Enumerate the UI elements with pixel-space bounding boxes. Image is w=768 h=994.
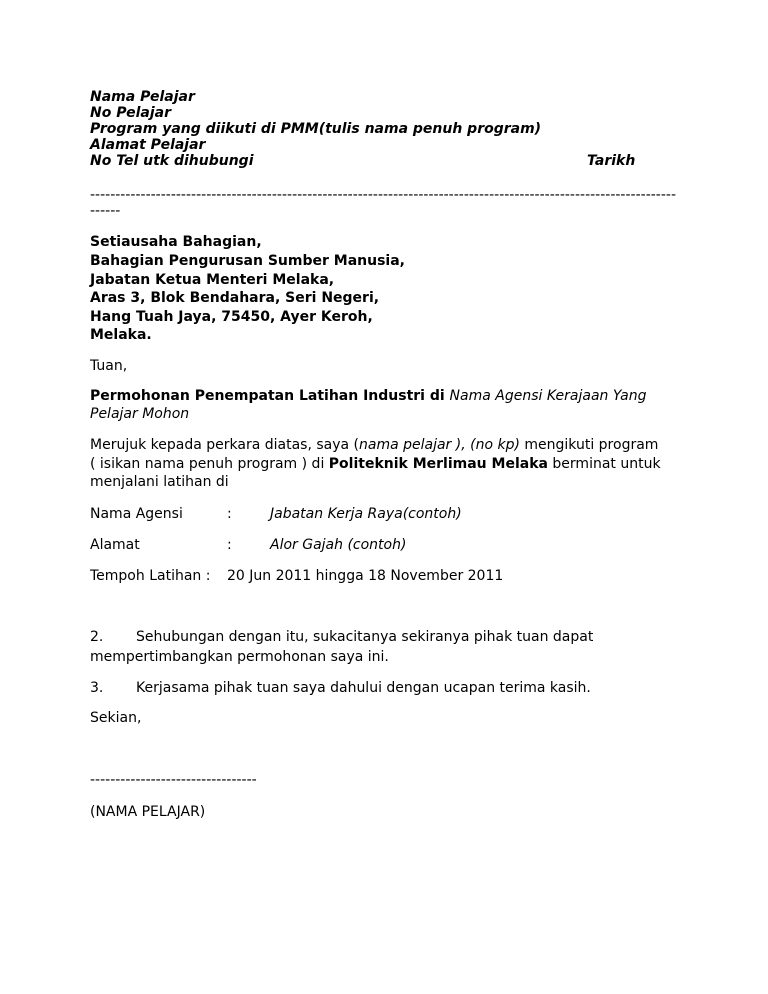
subject-agency: Nama Agensi Kerajaan Yang	[449, 388, 647, 404]
signatory-name: (NAMA PELAJAR)	[90, 804, 206, 820]
body-paragraph-line	[90, 437, 658, 454]
body-text: ( isikan nama penuh program ) di	[90, 456, 329, 472]
recipient-line: Aras 3, Blok Bendahara, Seri Negeri,	[90, 290, 380, 306]
paragraph-text: mempertimbangkan permohonan saya ini.	[90, 649, 389, 665]
body-paragraph-line	[90, 456, 661, 473]
period-label: Tempoh Latihan :	[90, 568, 211, 584]
student-number-field: No Pelajar	[90, 105, 171, 121]
body-text: berminat untuk	[547, 456, 661, 472]
closing-sekian: Sekian,	[90, 710, 142, 726]
address-label: Alamat	[90, 537, 140, 553]
salutation: Tuan,	[90, 358, 128, 374]
paragraph-text: Sehubungan dengan itu, sukacitanya sekiranya pihak tuan dapat	[136, 629, 594, 645]
body-text: mengikuti program	[519, 437, 659, 453]
separator-line: --------------------------------------------------------------------------------------------------------------------	[90, 187, 677, 203]
body-text: Merujuk kepada perkara diatas, saya (	[90, 437, 359, 453]
subject-agency-continued: Pelajar Mohon	[90, 406, 190, 422]
program-field: Program yang diikuti di PMM(tulis nama penuh program)	[90, 121, 542, 137]
agency-colon: :	[227, 506, 232, 522]
separator-line-continued: ------	[90, 203, 121, 219]
agency-label: Nama Agensi	[90, 506, 183, 522]
period-value: 20 Jun 2011 hingga 18 November 2011	[227, 568, 504, 584]
recipient-line: Melaka.	[90, 327, 152, 343]
signature-line: ---------------------------------	[90, 772, 257, 788]
recipient-line: Bahagian Pengurusan Sumber Manusia,	[90, 253, 405, 269]
paragraph-number: 2.	[90, 629, 104, 645]
paragraph-text: Kerjasama pihak tuan saya dahului dengan ucapan terima kasih.	[136, 680, 591, 696]
phone-field: No Tel utk dihubungi	[90, 153, 254, 169]
date-field: Tarikh	[587, 153, 636, 169]
recipient-line: Setiausaha Bahagian,	[90, 234, 262, 250]
address-colon: :	[227, 537, 232, 553]
recipient-line: Jabatan Ketua Menteri Melaka,	[90, 272, 335, 288]
address-value: Alor Gajah (contoh)	[270, 537, 407, 553]
student-name-field: Nama Pelajar	[90, 89, 195, 105]
body-name-placeholder: nama pelajar ), (no kp)	[359, 437, 520, 453]
student-address-field: Alamat Pelajar	[90, 137, 206, 153]
body-paragraph-line: menjalani latihan di	[90, 474, 229, 490]
subject-line	[90, 388, 646, 405]
polytechnic-name: Politeknik Merlimau Melaka	[328, 456, 548, 472]
subject-bold: Permohonan Penempatan Latihan Industri di	[90, 388, 450, 404]
agency-value: Jabatan Kerja Raya(contoh)	[270, 506, 462, 522]
recipient-line: Hang Tuah Jaya, 75450, Ayer Keroh,	[90, 309, 373, 325]
paragraph-number: 3.	[90, 680, 104, 696]
